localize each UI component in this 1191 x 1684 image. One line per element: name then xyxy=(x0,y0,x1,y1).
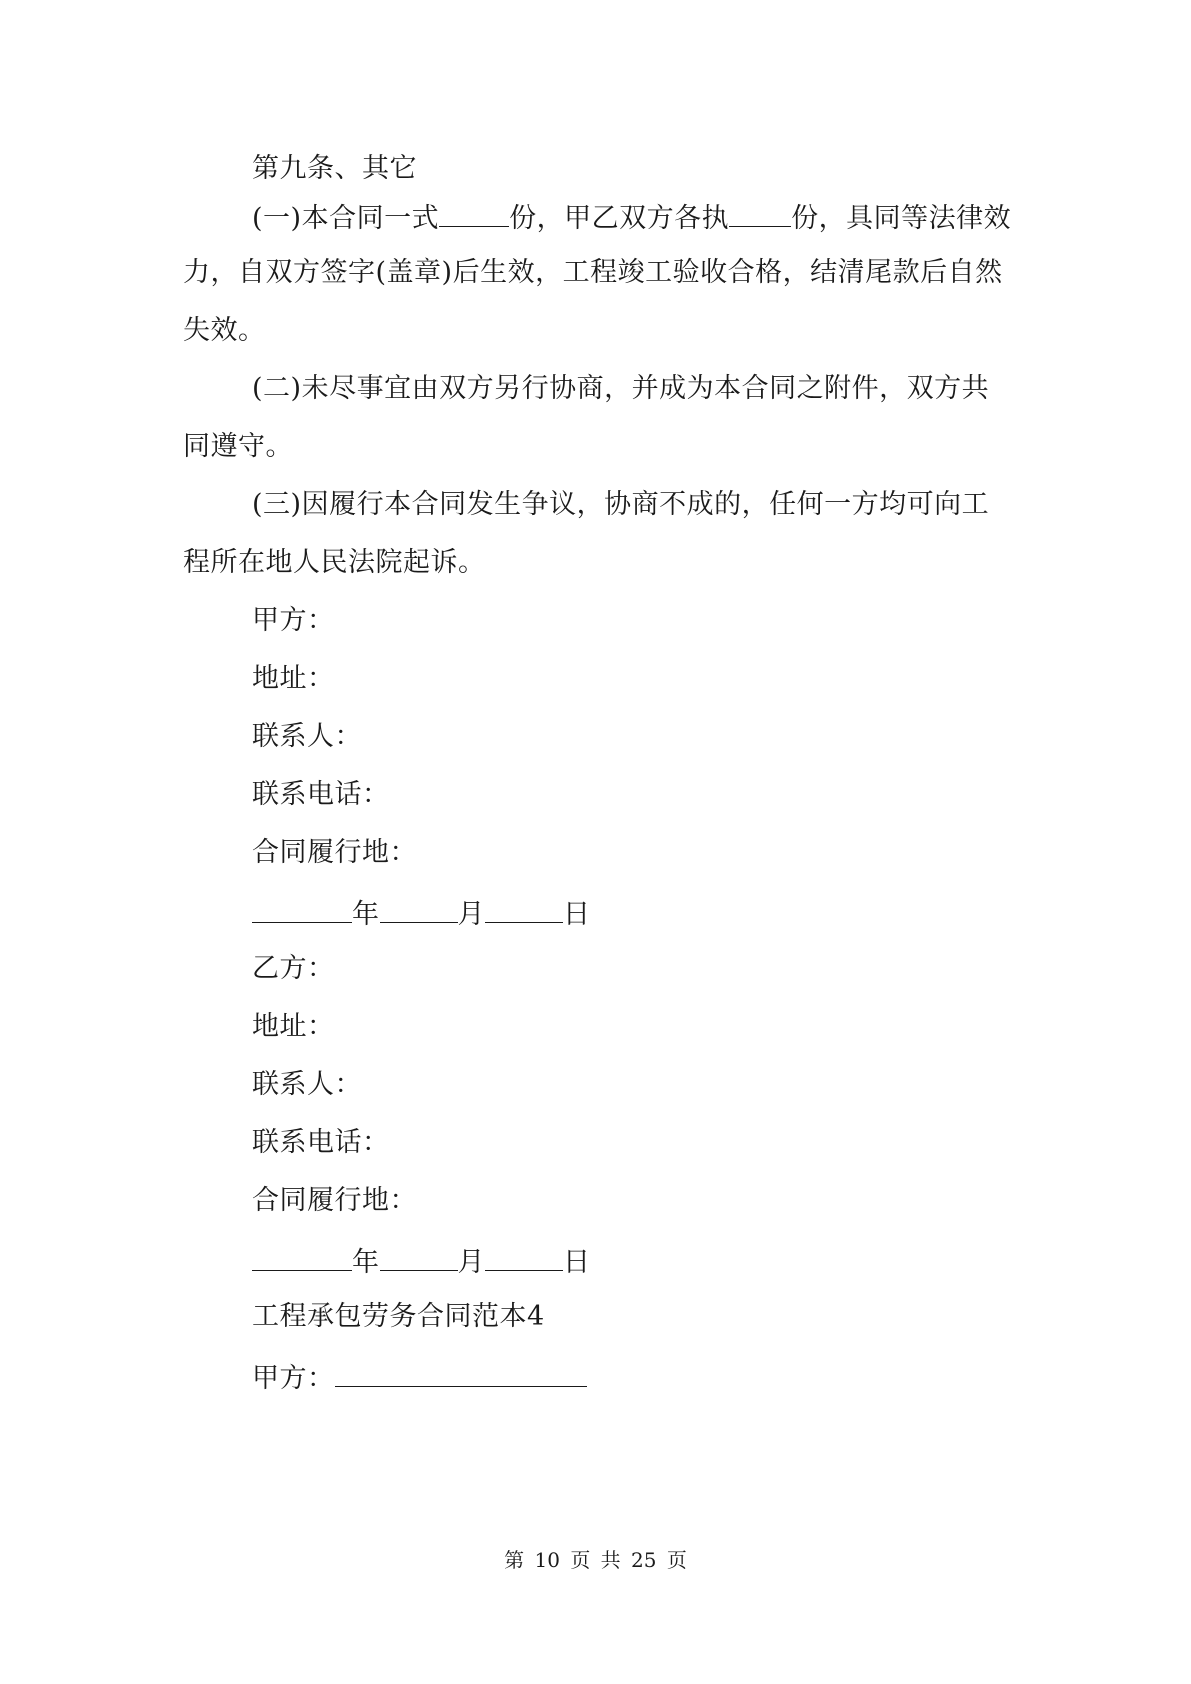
party-a-contact: 联系人： xyxy=(252,721,362,752)
clause-1-line-1 xyxy=(252,200,1011,234)
next-party-a-label: 甲方： xyxy=(252,1363,335,1394)
party-b-date xyxy=(252,1244,591,1278)
party-b-place: 合同履行地： xyxy=(252,1185,417,1216)
year-blank xyxy=(252,896,352,923)
party-a-place: 合同履行地： xyxy=(252,837,417,868)
day-blank xyxy=(485,896,563,923)
month-label: 月 xyxy=(457,899,485,930)
party-a-name-blank xyxy=(335,1360,587,1387)
month-label: 月 xyxy=(457,1247,485,1278)
party-a-phone: 联系电话： xyxy=(252,779,390,810)
clause-1-line-2: 力，自双方签字(盖章)后生效，工程竣工验收合格，结清尾款后自然 xyxy=(183,257,1003,288)
party-b-label: 乙方： xyxy=(252,953,335,984)
page-number-footer: 第 10 页 共 25 页 xyxy=(504,1548,687,1572)
month-blank xyxy=(380,896,458,923)
copies-total-blank xyxy=(439,200,509,227)
clause-1-part-c: 份，具同等法律效 xyxy=(791,203,1012,234)
party-b-address: 地址： xyxy=(252,1011,335,1042)
clause-3-line-2: 程所在地人民法院起诉。 xyxy=(183,547,486,578)
clause-2-line-2: 同遵守。 xyxy=(183,431,293,462)
next-section-party-a xyxy=(252,1360,587,1394)
party-a-address: 地址： xyxy=(252,663,335,694)
clause-3-line-1: (三)因履行本合同发生争议，协商不成的，任何一方均可向工 xyxy=(252,489,990,520)
clause-2-line-1: (二)未尽事宜由双方另行协商，并成为本合同之附件，双方共 xyxy=(252,373,990,404)
next-section-title: 工程承包劳务合同范本4 xyxy=(252,1301,545,1332)
party-b-contact: 联系人： xyxy=(252,1069,362,1100)
day-blank xyxy=(485,1244,563,1271)
day-label: 日 xyxy=(563,899,591,930)
year-label: 年 xyxy=(352,1247,380,1278)
party-a-label: 甲方： xyxy=(252,605,335,636)
article-heading: 第九条、其它 xyxy=(252,153,417,184)
clause-1-part-b: 份，甲乙双方各执 xyxy=(509,203,730,234)
clause-1-line-3: 失效。 xyxy=(183,315,266,346)
year-label: 年 xyxy=(352,899,380,930)
year-blank xyxy=(252,1244,352,1271)
party-b-phone: 联系电话： xyxy=(252,1127,390,1158)
clause-1-part-a: (一)本合同一式 xyxy=(252,203,440,234)
copies-each-blank xyxy=(729,200,791,227)
day-label: 日 xyxy=(563,1247,591,1278)
month-blank xyxy=(380,1244,458,1271)
party-a-date xyxy=(252,896,591,930)
